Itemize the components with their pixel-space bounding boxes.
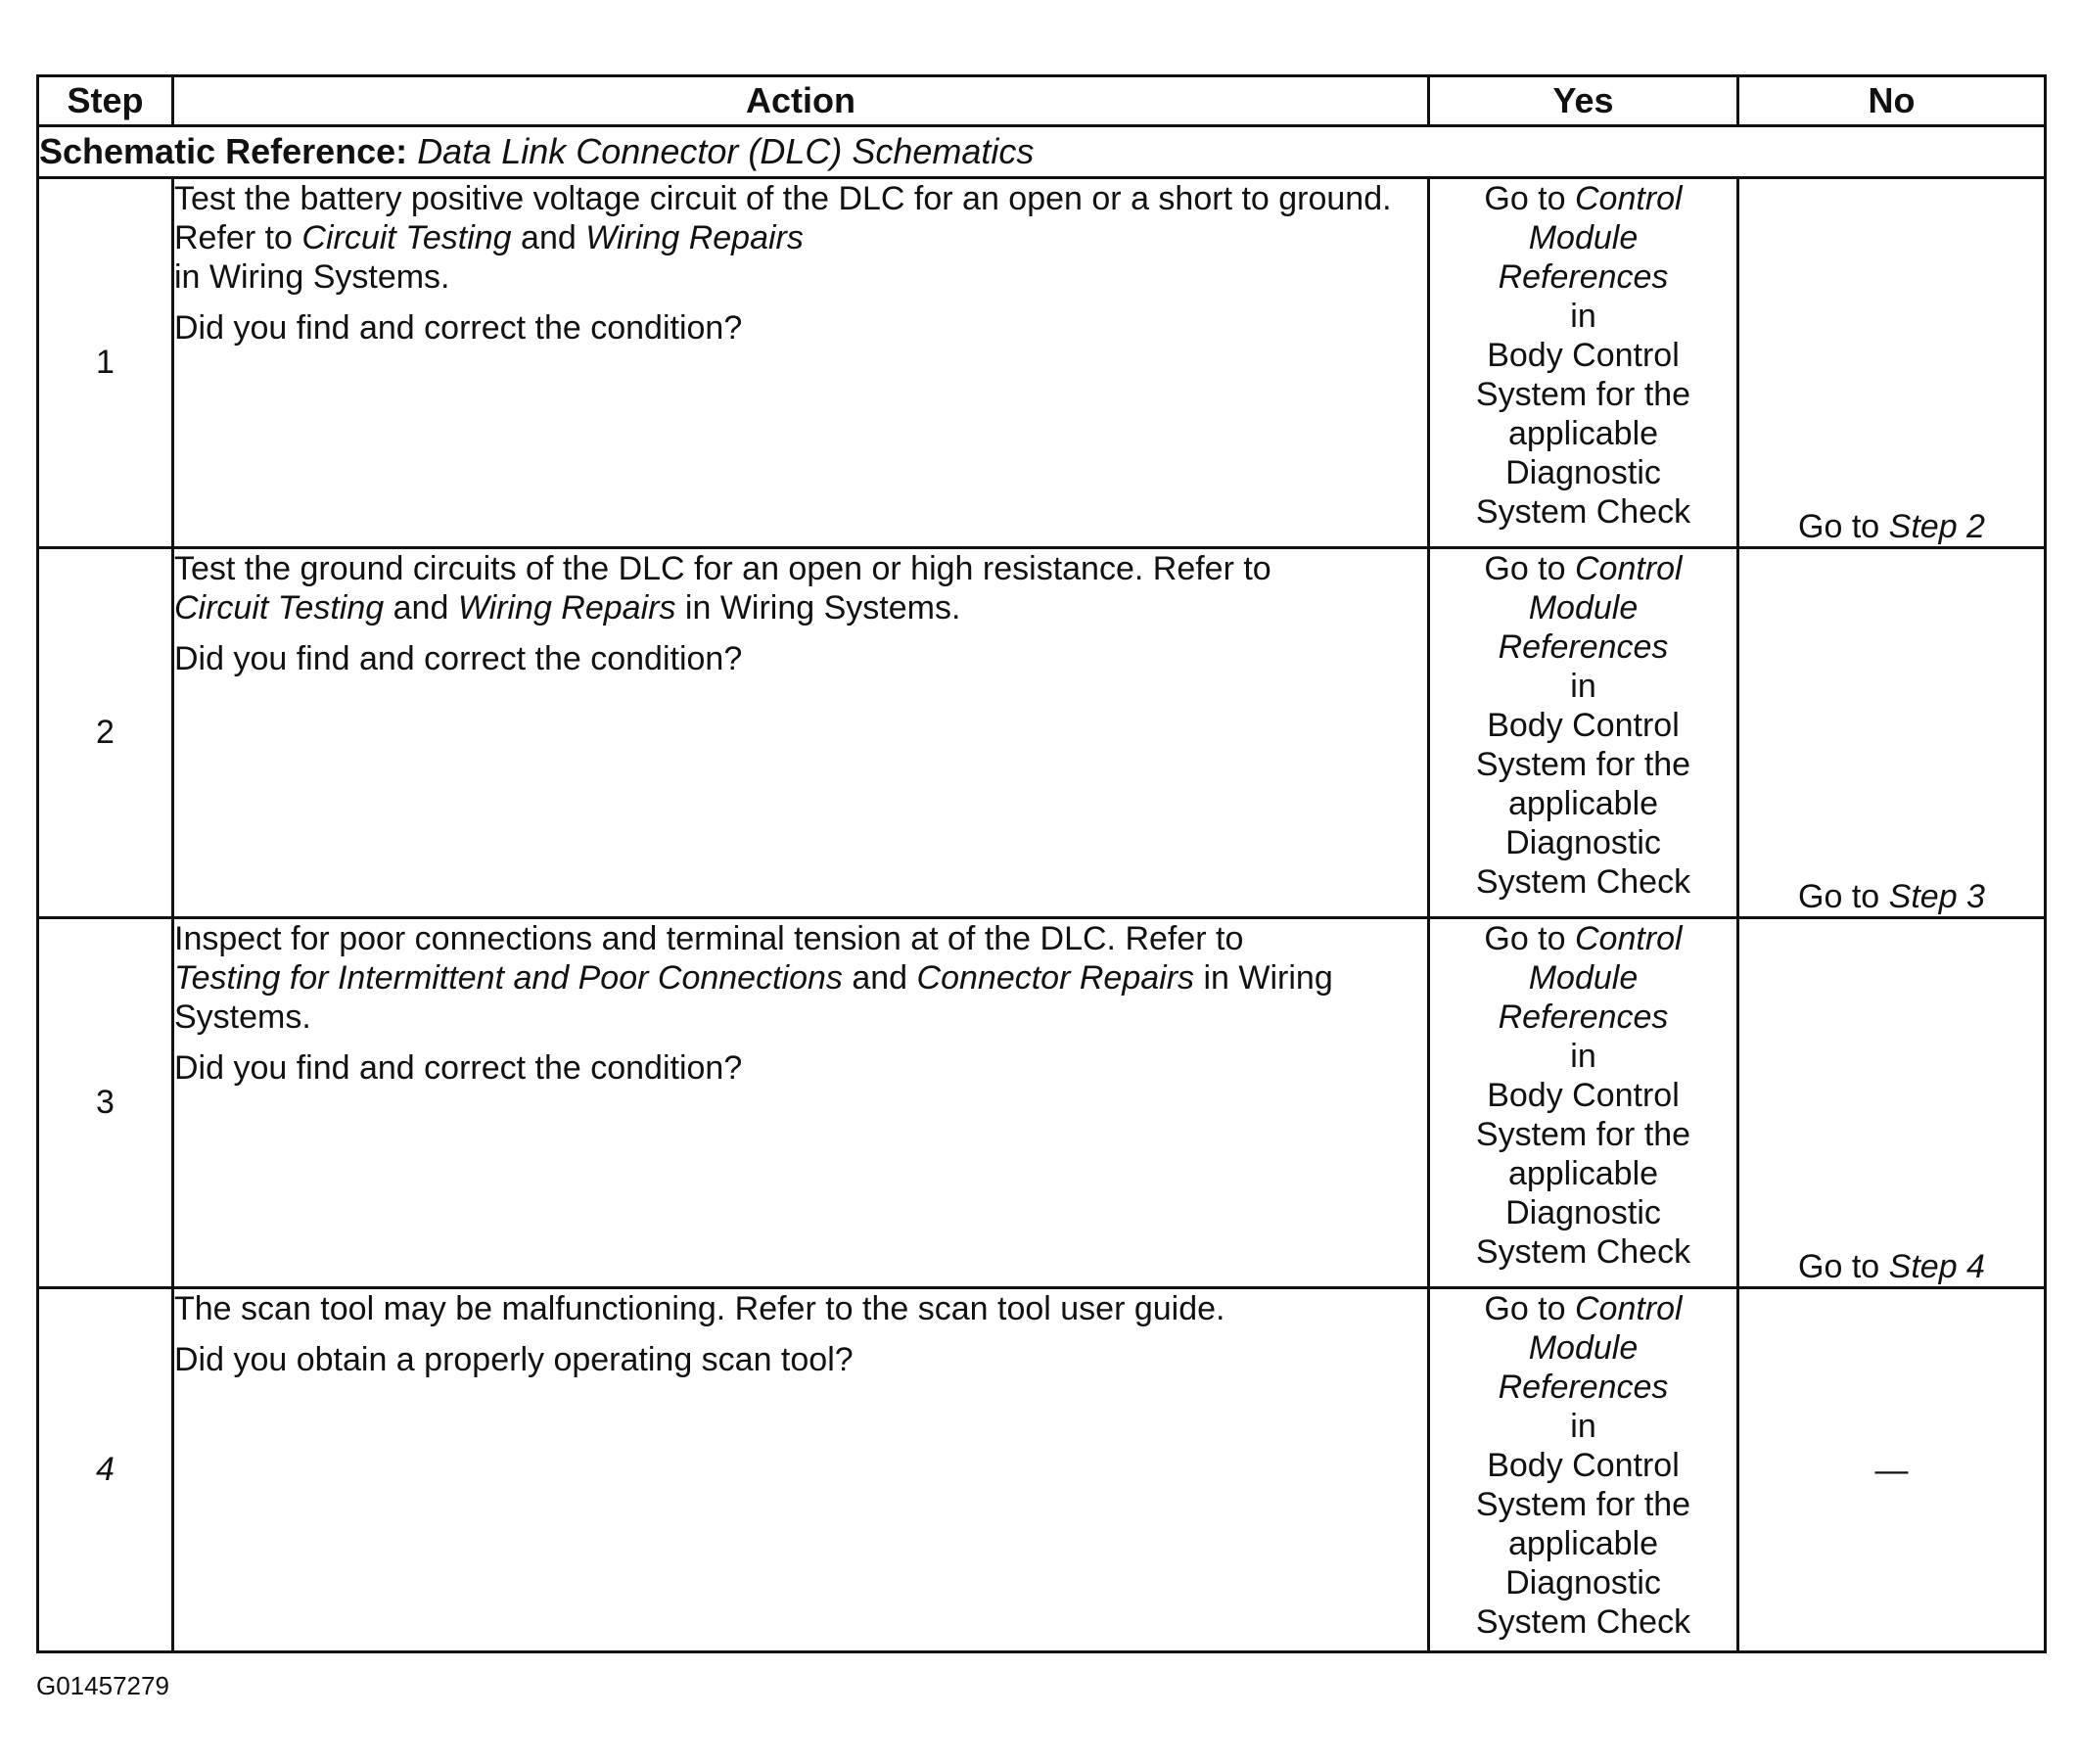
schematic-link[interactable]: Data Link Connector (DLC) Schematics [417, 131, 1035, 171]
action-and: and [393, 589, 449, 627]
yes-cell [1429, 548, 1738, 918]
action-cell [173, 1288, 1429, 1652]
table-row [38, 178, 2046, 548]
yes-link[interactable]: Module [1528, 959, 1639, 997]
action-cell [173, 918, 1429, 1288]
header-row [38, 76, 2046, 126]
step-number: 3 [38, 918, 173, 1288]
schematic-label: Schematic Reference: [39, 131, 408, 171]
yes-link[interactable]: References [1498, 998, 1669, 1036]
header-yes: Yes [1429, 76, 1738, 126]
action-tail: in Wiring Systems. [684, 589, 961, 627]
table-row [38, 918, 2046, 1288]
action-question: Did you find and correct the condition? [174, 309, 743, 347]
schematic-reference [38, 126, 2046, 178]
action-and: and [852, 959, 908, 997]
no-cell [1738, 1288, 2046, 1652]
no-step-link[interactable]: Step 3 [1888, 878, 1985, 915]
figure-code: G01457279 [36, 1671, 169, 1700]
yes-text: System for the [1475, 746, 1691, 783]
yes-text: Body Control [1487, 1447, 1680, 1484]
yes-go-to: Go to [1484, 920, 1566, 957]
yes-in: in [1570, 668, 1596, 705]
action-instruction: Test the ground circuits of the DLC for an open or high resistance. Refer to [174, 550, 1271, 587]
action-tail: in Wiring Systems. [174, 959, 1333, 1036]
yes-link[interactable]: References [1498, 1369, 1669, 1406]
no-go-to: Go to [1798, 508, 1880, 545]
schematic-row [38, 126, 2046, 178]
action-tail: in Wiring Systems. [174, 258, 450, 296]
yes-text: System for the [1475, 1116, 1691, 1153]
yes-in: in [1570, 1038, 1596, 1075]
action-text [174, 919, 1427, 1037]
yes-go-to: Go to [1484, 180, 1566, 217]
yes-link[interactable]: Control [1575, 1290, 1683, 1327]
yes-link[interactable]: Control [1575, 920, 1683, 957]
no-cell [1738, 918, 2046, 1288]
header-action: Action [173, 76, 1429, 126]
action-cell [173, 178, 1429, 548]
yes-cell [1429, 178, 1738, 548]
yes-text: applicable [1507, 415, 1659, 452]
yes-text: applicable [1507, 1155, 1659, 1192]
no-cell [1738, 548, 2046, 918]
yes-text: Diagnostic [1505, 824, 1661, 861]
action-instruction: Test the battery positive voltage circuit of the DLC for an open or a short to ground. Refer to [174, 180, 1392, 256]
yes-cell [1429, 1288, 1738, 1652]
yes-text: Body Control [1487, 707, 1680, 744]
yes-text: Diagnostic [1505, 1194, 1661, 1231]
reference-link[interactable]: Connector Repairs [916, 959, 1195, 997]
no-step-link[interactable]: Step 2 [1888, 508, 1985, 545]
yes-cell [1429, 918, 1738, 1288]
action-instruction: Inspect for poor connections and terminal tension at of the DLC. Refer to [174, 920, 1244, 957]
reference-link[interactable]: Wiring Repairs [585, 219, 804, 256]
action-question: Did you obtain a properly operating scan tool? [174, 1341, 854, 1378]
yes-link[interactable]: References [1498, 628, 1669, 666]
action-question: Did you find and correct the condition? [174, 640, 743, 677]
table-row [38, 1288, 2046, 1652]
yes-go-to: Go to [1484, 1290, 1566, 1327]
yes-text: Diagnostic [1505, 1564, 1661, 1602]
header-step: Step [38, 76, 173, 126]
action-text [174, 549, 1427, 627]
yes-text: Body Control [1487, 337, 1680, 374]
action-cell [173, 548, 1429, 918]
reference-link[interactable]: Wiring Repairs [457, 589, 676, 627]
yes-text: System Check [1475, 1603, 1691, 1641]
step-number: 2 [38, 548, 173, 918]
action-text [174, 179, 1427, 297]
yes-link[interactable]: Module [1528, 1329, 1639, 1367]
no-go-to: Go to [1798, 878, 1880, 915]
yes-text: Body Control [1487, 1077, 1680, 1114]
yes-link[interactable]: References [1498, 258, 1669, 296]
table-row [38, 548, 2046, 918]
yes-text: applicable [1507, 785, 1659, 822]
action-text: The scan tool may be malfunctioning. Refer to the scan tool user guide. [174, 1290, 1225, 1327]
yes-link[interactable]: Module [1528, 219, 1639, 256]
reference-link[interactable]: Circuit Testing [174, 589, 385, 627]
yes-text: System Check [1475, 863, 1691, 901]
yes-link[interactable]: Control [1575, 180, 1683, 217]
yes-text: applicable [1507, 1525, 1659, 1562]
yes-link[interactable]: Control [1575, 550, 1683, 587]
step-number: 4 [38, 1288, 173, 1652]
no-dash: — [1874, 1451, 1909, 1489]
no-step-link[interactable]: Step 4 [1888, 1248, 1985, 1285]
yes-text: Diagnostic [1505, 454, 1661, 491]
diagnostic-table [36, 74, 2047, 1653]
reference-link[interactable]: Circuit Testing [301, 219, 512, 256]
header-no: No [1738, 76, 2046, 126]
yes-text: System for the [1475, 376, 1691, 413]
yes-text: System for the [1475, 1486, 1691, 1523]
yes-link[interactable]: Module [1528, 589, 1639, 627]
no-go-to: Go to [1798, 1248, 1880, 1285]
reference-link[interactable]: Testing for Intermittent and Poor Connections [174, 959, 843, 997]
yes-in: in [1570, 298, 1596, 335]
action-question: Did you find and correct the condition? [174, 1049, 743, 1087]
no-cell [1738, 178, 2046, 548]
yes-text: System Check [1475, 1233, 1691, 1271]
step-number: 1 [38, 178, 173, 548]
action-and: and [521, 219, 577, 256]
yes-text: System Check [1475, 493, 1691, 531]
yes-go-to: Go to [1484, 550, 1566, 587]
yes-in: in [1570, 1408, 1596, 1445]
